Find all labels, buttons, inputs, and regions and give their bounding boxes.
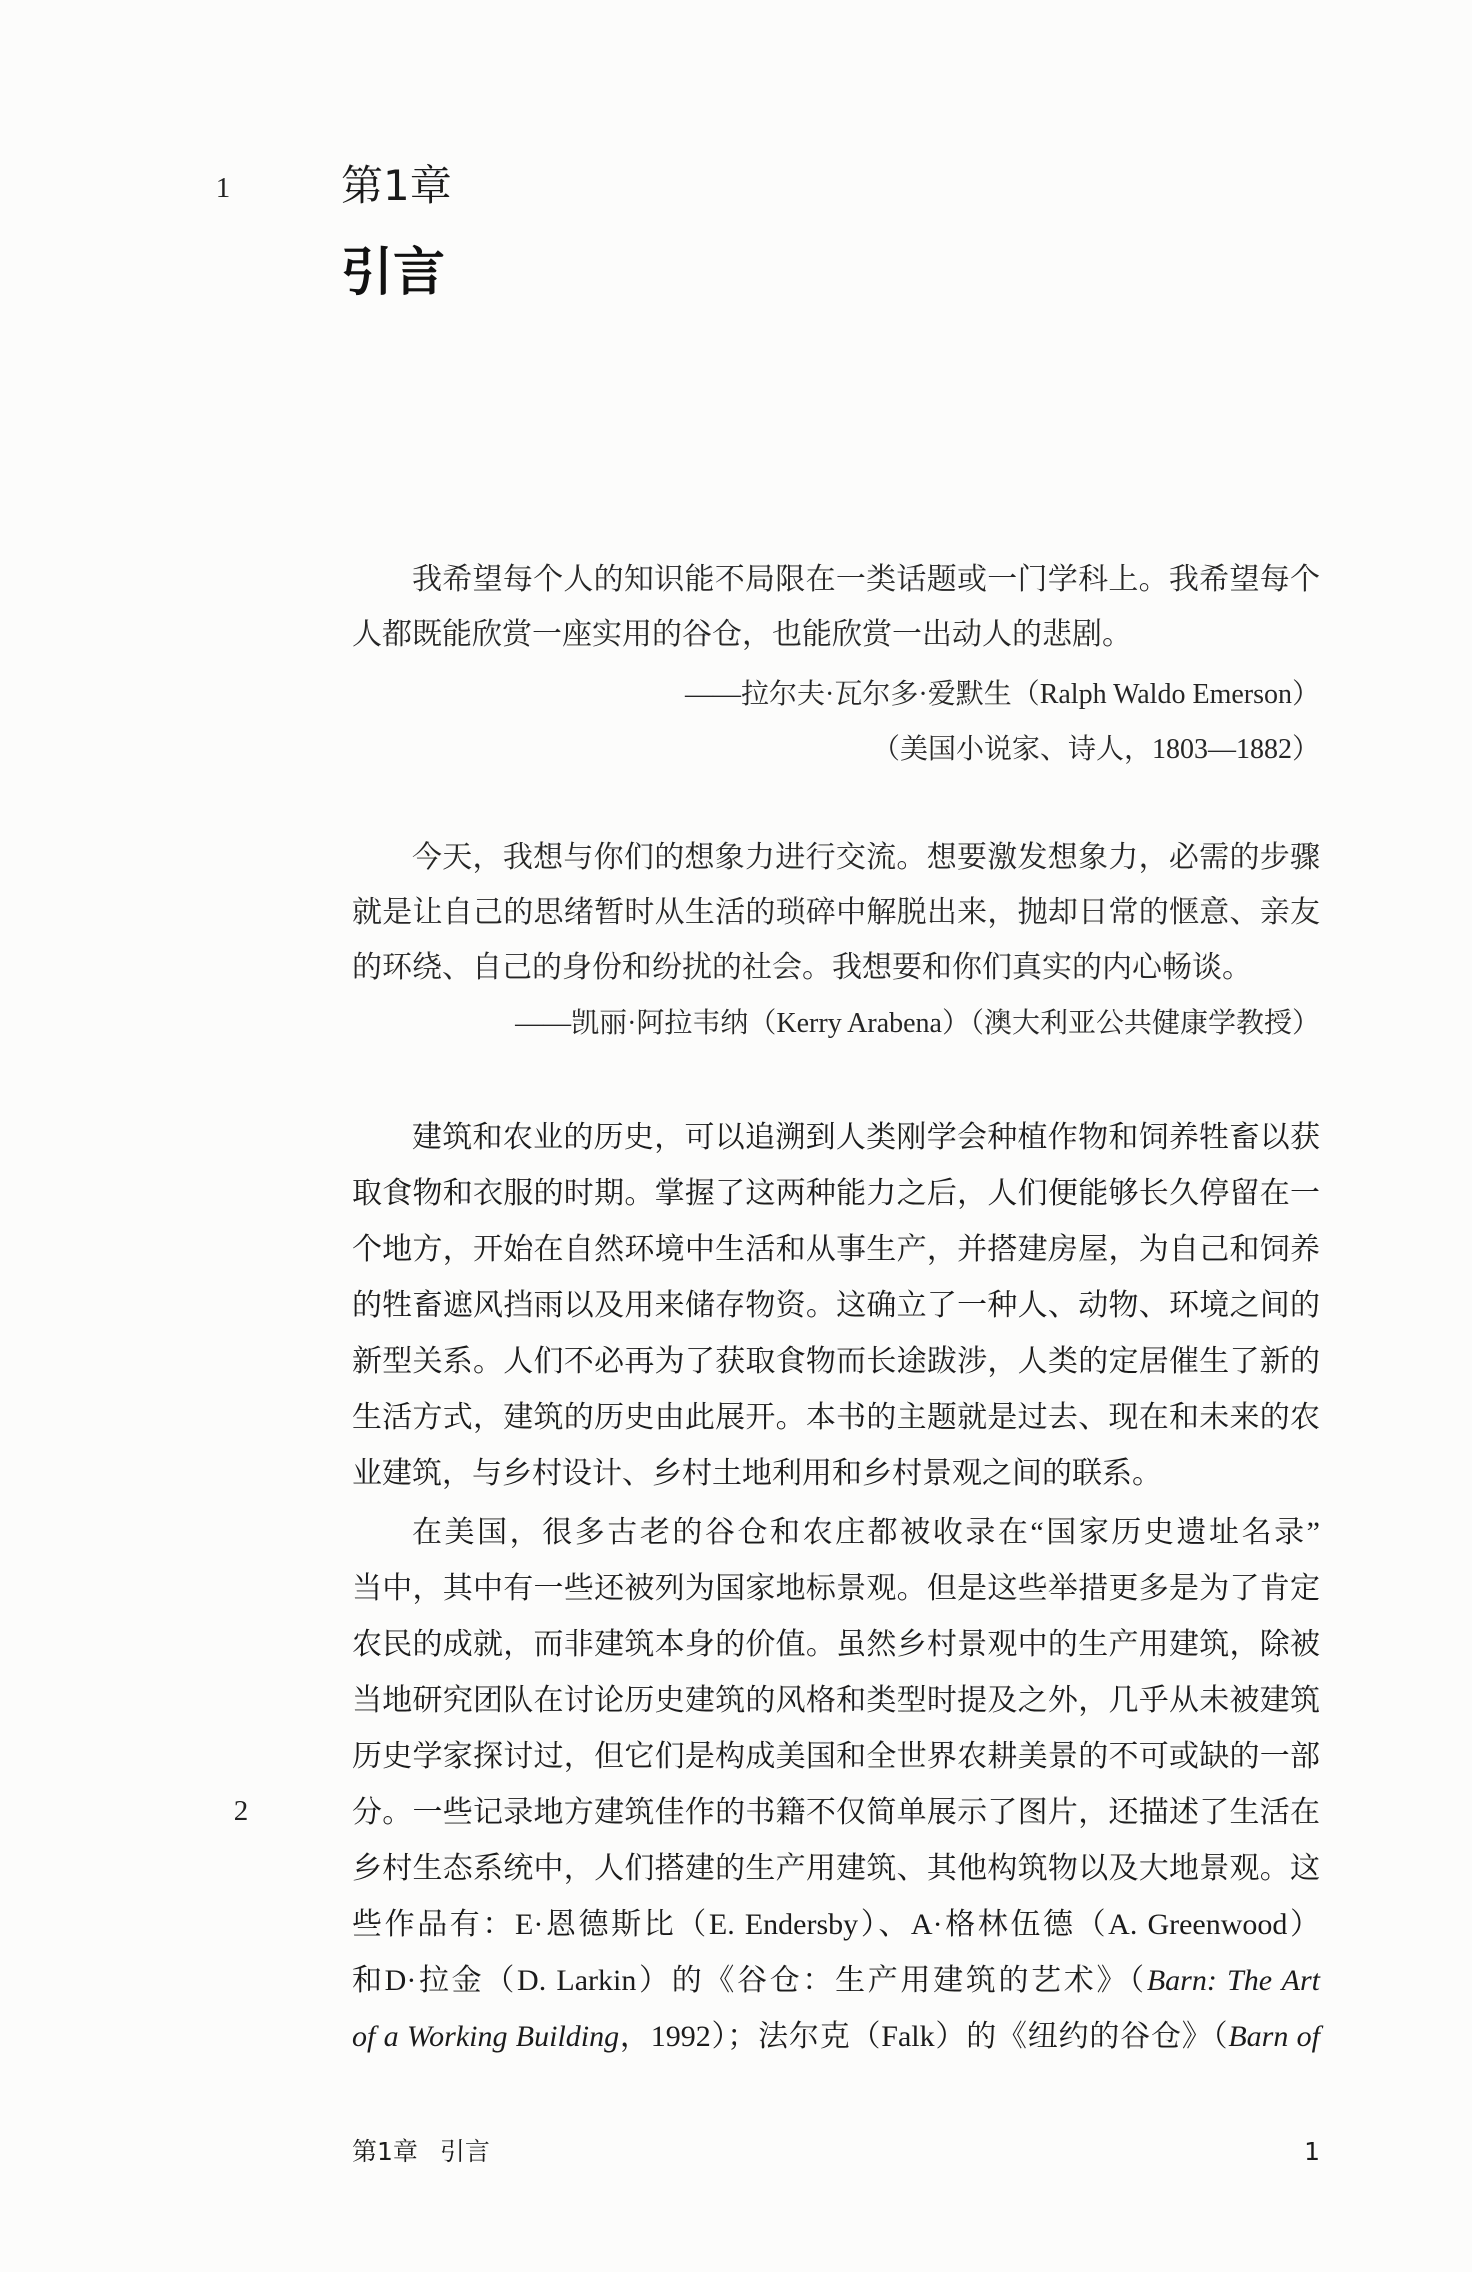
epigraph-line: 我希望每个人的知识能不局限在一类话题或一门学科上。我希望每个	[412, 563, 1320, 596]
text-line: 分。一些记录地方建筑佳作的书籍不仅简单展示了图片，还描述了生活在	[352, 1796, 1320, 1829]
text-line: 业建筑，与乡村设计、乡村土地利用和乡村景观之间的联系。	[352, 1457, 1162, 1490]
body-paragraph	[352, 1110, 1320, 1502]
epigraph-line: 今天，我想与你们的想象力进行交流。想要激发想象力，必需的步骤	[412, 841, 1320, 874]
chapter-label: 第1章	[341, 161, 452, 210]
margin-page-number: 1	[215, 172, 231, 204]
footer-title: 引言	[439, 2137, 490, 2166]
epigraph-attribution	[352, 996, 1320, 1051]
book-title-italic: Barn of	[1228, 2020, 1320, 2053]
chapter-title: 引言	[341, 243, 446, 303]
text-line: 建筑和农业的历史，可以追溯到人类刚学会种植作物和饲养牲畜以获	[412, 1121, 1320, 1154]
text-line: 取食物和衣服的时期。掌握了这两种能力之后，人们便能够长久停留在一	[352, 1177, 1320, 1210]
attribution-line: （美国小说家、诗人，1803—1882）	[871, 734, 1320, 765]
footer-page-number: 1	[1304, 2137, 1320, 2166]
text-line	[352, 2009, 1320, 2065]
epigraph	[352, 830, 1320, 995]
text-line: 当地研究团队在讨论历史建筑的风格和类型时提及之外，几乎从未被建筑	[352, 1684, 1320, 1717]
text-line: 在美国，很多古老的谷仓和农庄都被收录在“国家历史遗址名录”	[412, 1516, 1320, 1549]
text-line: 农民的成就，而非建筑本身的价值。虽然乡村景观中的生产用建筑，除被	[352, 1628, 1320, 1661]
text-line: 的牲畜遮风挡雨以及用来储存物资。这确立了一种人、动物、环境之间的	[352, 1289, 1320, 1322]
attribution-line: ——凯丽·阿拉韦纳（Kerry Arabena）（澳大利亚公共健康学教授）	[515, 1008, 1320, 1039]
text-line	[352, 1953, 1320, 2009]
body-paragraph	[352, 1505, 1320, 2065]
epigraph-line: 的环绕、自己的身份和纷扰的社会。我想要和你们真实的内心畅谈。	[352, 951, 1252, 984]
text-line: 生活方式，建筑的历史由此展开。本书的主题就是过去、现在和未来的农	[352, 1401, 1320, 1434]
running-footer	[352, 2128, 1320, 2176]
text-segment: 和D·拉金（D. Larkin）的《谷仓：生产用建筑的艺术》（	[352, 1964, 1147, 1997]
text-segment: ，1992）；法尔克（Falk）的《纽约的谷仓》（	[619, 2020, 1229, 2053]
epigraph-line: 人都既能欣赏一座实用的谷仓，也能欣赏一出动人的悲剧。	[352, 618, 1132, 651]
epigraph-attribution	[352, 667, 1320, 777]
margin-page-number: 2	[233, 1795, 249, 1827]
text-line: 历史学家探讨过，但它们是构成美国和全世界农耕美景的不可或缺的一部	[352, 1740, 1320, 1773]
text-line: 些作品有：E·恩德斯比（E. Endersby）、A·格林伍德（A. Greenwood）	[352, 1908, 1320, 1941]
footer-chapter: 第1章	[352, 2137, 418, 2166]
book-title-italic: Barn: The Art	[1146, 1964, 1320, 1997]
attribution-line: ——拉尔夫·瓦尔多·爱默生（Ralph Waldo Emerson）	[685, 679, 1320, 710]
epigraph-line: 就是让自己的思绪暂时从生活的琐碎中解脱出来，抛却日常的惬意、亲友	[352, 896, 1320, 929]
text-line: 乡村生态系统中，人们搭建的生产用建筑、其他构筑物以及大地景观。这	[352, 1852, 1320, 1885]
text-line: 新型关系。人们不必再为了获取食物而长途跋涉，人类的定居催生了新的	[352, 1345, 1320, 1378]
text-line: 个地方，开始在自然环境中生活和从事生产，并搭建房屋，为自己和饲养	[352, 1233, 1320, 1266]
book-title-italic: of a Working Building	[352, 2020, 620, 2053]
epigraph	[352, 552, 1320, 662]
text-line: 当中，其中有一些还被列为国家地标景观。但是这些举措更多是为了肯定	[352, 1572, 1320, 1605]
